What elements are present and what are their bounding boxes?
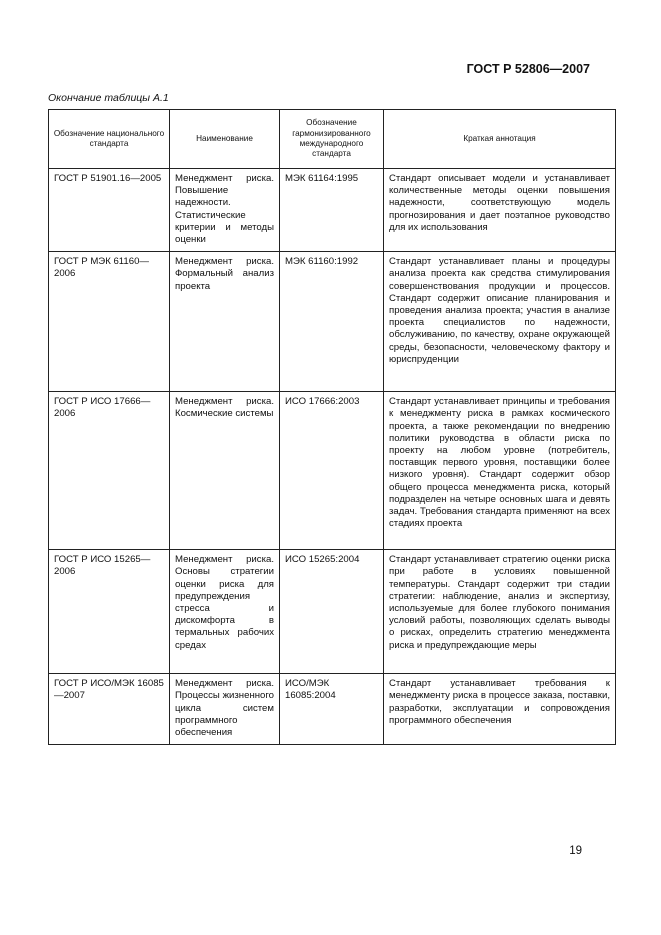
cell-national: ГОСТ Р ИСО/МЭК 16085—2007	[49, 674, 170, 745]
cell-national: ГОСТ Р ИСО 15265—2006	[49, 550, 170, 674]
cell-annotation: Стандарт описывает модели и устанавливает количественные методы оценки повышения надежности, соответствующую модель прогнозирования и дает поэтапное руководство для их использования	[384, 169, 616, 252]
table-caption: Окончание таблицы А.1	[48, 92, 169, 104]
cell-name: Менеджмент риска. Повышение надежности. Статистические критерии и методы оценки	[170, 169, 280, 252]
column-header-national: Обозначение национального стандарта	[49, 110, 170, 169]
cell-annotation: Стандарт устанавливает стратегию оценки риска при работе в условиях повышенной температуры. Стандарт содержит три стадии стратегии: наблюдение, анализ и экспертизу, используемые для более глубокого понимания условий работы, позволяющих сделать выводы о рисках, определить стратегию менеджмента риска и предупреждающие меры	[384, 550, 616, 674]
table-row	[49, 392, 616, 550]
cell-name: Менеджмент риска. Основы стратегии оценки риска для предупреждения стресса и дискомфорта в термальных рабочих средах	[170, 550, 280, 674]
table-header-row	[49, 110, 616, 169]
cell-name: Менеджмент риска. Процессы жизненного цикла систем программного обеспечения	[170, 674, 280, 745]
table-row	[49, 252, 616, 392]
table-row	[49, 169, 616, 252]
cell-annotation: Стандарт устанавливает требования к менеджменту риска в процессе заказа, поставки, разработки, эксплуатации и сопровождения программного обеспечения	[384, 674, 616, 745]
column-header-intl: Обозначение гармонизированного международного стандарта	[280, 110, 384, 169]
standards-table	[48, 109, 616, 745]
cell-intl: ИСО/МЭК 16085:2004	[280, 674, 384, 745]
column-header-annotation: Краткая аннотация	[384, 110, 616, 169]
document-id: ГОСТ Р 52806—2007	[466, 62, 590, 76]
cell-national: ГОСТ Р МЭК 61160—2006	[49, 252, 170, 392]
page-number: 19	[569, 845, 582, 857]
cell-name: Менеджмент риска. Космические системы	[170, 392, 280, 550]
cell-intl: ИСО 15265:2004	[280, 550, 384, 674]
cell-intl: МЭК 61160:1992	[280, 252, 384, 392]
cell-intl: ИСО 17666:2003	[280, 392, 384, 550]
table-row	[49, 674, 616, 745]
column-header-name: Наименование	[170, 110, 280, 169]
table-row	[49, 550, 616, 674]
cell-national: ГОСТ Р ИСО 17666—2006	[49, 392, 170, 550]
cell-annotation: Стандарт устанавливает планы и процедуры анализа проекта как средства стимулирования совершенствования продукции и процессов. Стандарт содержит описание планирования и проведения анализа проекта; участия в анализе проекта специалистов по надежности, обслуживанию, по качеству, охране окружающей среды, безопасности, человеческому фактору и юриспруденции	[384, 252, 616, 392]
cell-intl: МЭК 61164:1995	[280, 169, 384, 252]
cell-national: ГОСТ Р 51901.16—2005	[49, 169, 170, 252]
cell-name: Менеджмент риска. Формальный анализ проекта	[170, 252, 280, 392]
cell-annotation: Стандарт устанавливает принципы и требования к менеджменту риска в рамках космического проекта, а также рекомендации по внедрению политики руководства в области риска по проекту на любом уровне (потребитель, поставщик первого уровня, поставщики более низкого уровня). Стандарт содержит обзор общего процесса менеджмента риска, который подразделен на четыре основных шага и девять задач. Требования стандарта применяют на всех стадиях проекта	[384, 392, 616, 550]
